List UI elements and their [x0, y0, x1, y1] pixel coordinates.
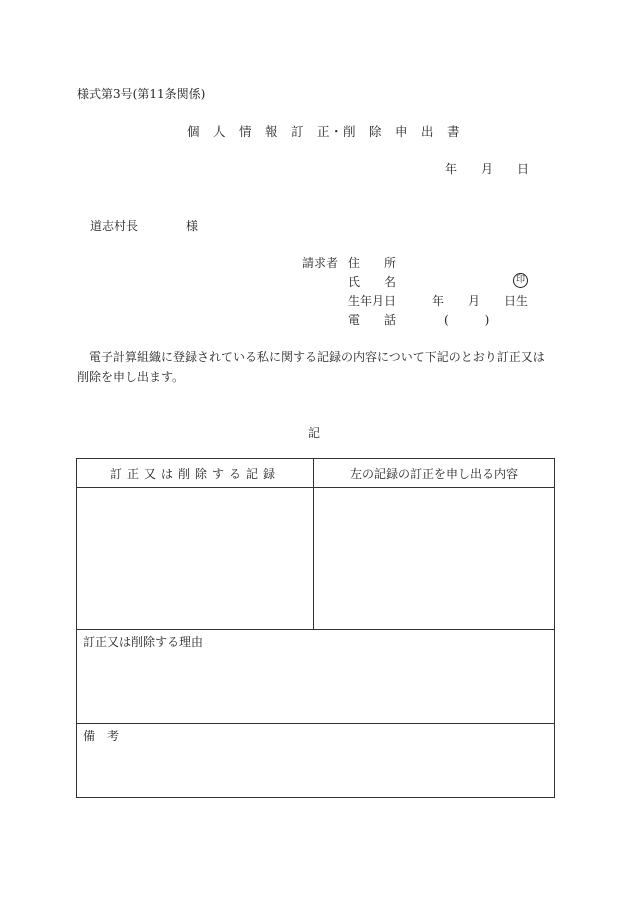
phone-value: ( )	[444, 313, 490, 327]
name-label: 氏 名	[348, 275, 397, 289]
reason-divider	[77, 629, 554, 630]
col-left-header: 訂正又は削除する記録	[109, 467, 280, 481]
record-to-correct-cell[interactable]	[77, 488, 313, 629]
remarks-divider	[77, 723, 554, 724]
col-right-header: 左の記録の訂正を申し出る内容	[349, 467, 518, 481]
address-label: 住 所	[348, 256, 397, 270]
remarks-cell[interactable]	[77, 743, 554, 797]
date-line: 年 月 日	[445, 162, 530, 176]
addressee: 道志村長 様	[90, 219, 199, 233]
dob-label: 生年月日	[348, 294, 397, 308]
form-number: 様式第3号(第11条関係)	[77, 87, 206, 101]
request-table	[76, 458, 555, 798]
seal-mark-icon: 印	[513, 273, 528, 288]
reason-label: 訂正又は削除する理由	[83, 635, 204, 649]
remarks-label: 備 考	[83, 729, 120, 743]
dob-value: 年 月 日生	[432, 294, 529, 308]
phone-label: 電 話	[348, 313, 397, 327]
request-statement: 電子計算組織に登録されている私に関する記録の内容について下記のとおり訂正又は削除を申し出ます。	[77, 350, 545, 384]
reason-cell[interactable]	[77, 649, 554, 722]
requester-label: 請求者	[302, 256, 339, 270]
correction-content-cell[interactable]	[314, 488, 554, 629]
ki-heading: 記	[308, 426, 321, 440]
document-title: 個 人 情 報 訂 正・削 除 申 出 書	[187, 124, 461, 139]
